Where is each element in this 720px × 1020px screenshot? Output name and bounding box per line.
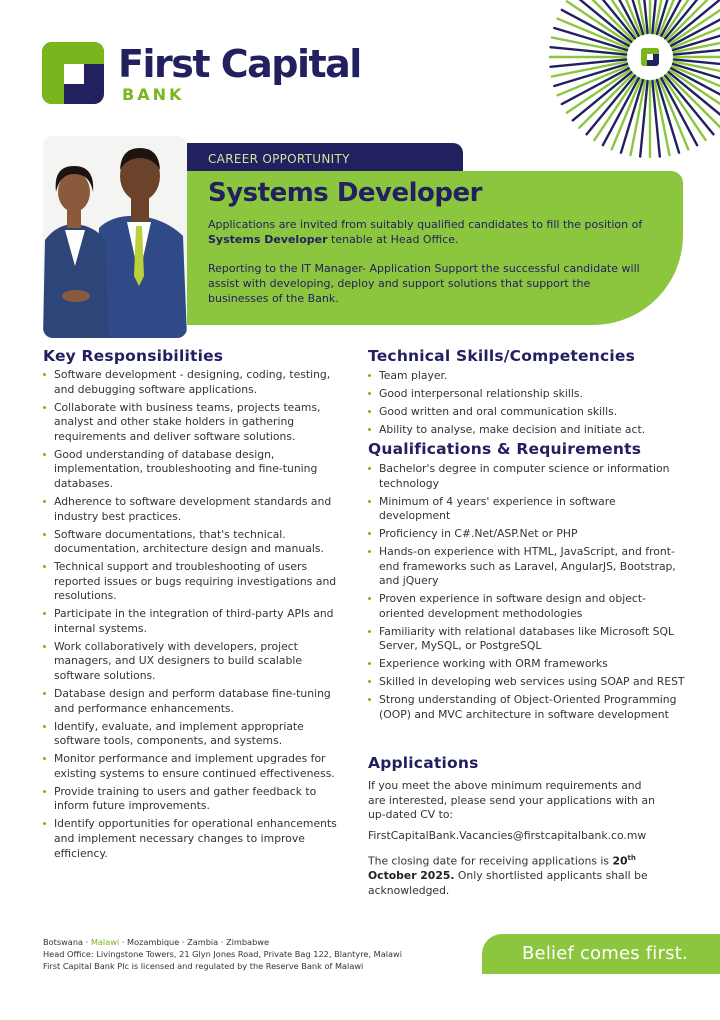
bank-logo [42,42,361,104]
responsibility-item: Software development - designing, coding, testing, and debugging software applications. [43,368,343,397]
responsibility-item: Adherence to software development standards and industry best practices. [43,495,343,524]
footer-info [43,937,402,972]
slogan: Belief comes first. [522,943,688,964]
job-title: Systems Developer [208,178,482,208]
country-name: Malawi [90,937,120,947]
sunburst-logo-icon [641,48,659,66]
reporting-paragraph: Reporting to the IT Manager- Application Support the successful candidate will assist with developing, deploy and support solutions that support the businesses of the Bank. [208,262,640,305]
application-email[interactable]: FirstCapitalBank.Vacancies@firstcapitalbank.co.mw [368,829,647,842]
brand-name: First Capital [118,42,361,86]
responsibility-item: Identify opportunities for operational enhancements and implement necessary changes to improve efficiency. [43,817,343,861]
qualification-item: Proficiency in C#.Net/ASP.Net or PHP [368,527,686,542]
responsibility-item: Database design and perform database fine-tuning and performance enhancements. [43,687,343,716]
qualification-item: Proven experience in software design and object-oriented development methodologies [368,592,686,621]
candidates-photo [43,136,187,338]
skill-item: Good interpersonal relationship skills. [368,387,688,402]
footer-address: Head Office: Livingstone Towers, 21 Glyn Jones Road, Private Bag 122, Blantyre, Malawi [43,948,402,959]
qualification-item: Familiarity with relational databases like Microsoft SQL Server, MySQL, or PostgreSQL [368,625,686,654]
qualification-item: Bachelor's degree in computer science or information technology [368,462,686,491]
skills-list [368,369,688,441]
country-name: Zimbabwe [226,937,270,947]
skill-item: Ability to analyse, make decision and initiate act. [368,423,688,438]
sunburst-decoration [545,0,720,162]
closing-date-paragraph: The closing date for receiving applications is 20th October 2025. Only shortlisted applicants shall be acknowledged. [368,854,648,897]
logo-mark-icon [42,42,104,104]
responsibility-item: Collaborate with business teams, projects teams, analyst and other stake holders in gathering requirements and deliver software solutions. [43,401,343,445]
qualification-item: Minimum of 4 years' experience in software development [368,495,686,524]
intro-paragraph: Applications are invited from suitably qualified candidates to fill the position of Systems Developer tenable at Head Office. [208,218,643,246]
responsibility-item: Participate in the integration of third-party APIs and internal systems. [43,607,343,636]
qualification-item: Experience working with ORM frameworks [368,657,686,672]
responsibility-item: Monitor performance and implement upgrades for existing systems to ensure continued effectiveness. [43,752,343,781]
skill-item: Good written and oral communication skills. [368,405,688,420]
country-name: Botswana [43,937,84,947]
responsibility-item: Provide training to users and gather feedback to inform future improvements. [43,785,343,814]
country-name: Zambia [187,937,219,947]
applications-heading: Applications [368,754,479,772]
footer-countries: Botswana · Malawi · Mozambique · Zambia · Zimbabwe [43,937,270,947]
qualifications-heading: Qualifications & Requirements [368,440,642,458]
qualification-item: Hands-on experience with HTML, JavaScript, and front-end frameworks such as Laravel, AngularJS, Bootstrap, and jQuery [368,545,686,589]
responsibility-item: Software documentations, that's technical. documentation, architecture design and manuals. [43,528,343,557]
qualifications-list [368,462,686,726]
application-instructions: If you meet the above minimum requirements and are interested, please send your applications with an up-dated CV to: [368,779,656,822]
responsibility-item: Work collaboratively with developers, project managers, and UX designers to build scalable software solutions. [43,640,343,684]
qualification-item: Strong understanding of Object-Oriented Programming (OOP) and MVC architecture in software development [368,693,686,722]
career-opportunity-tab [187,143,463,173]
slogan-banner [482,934,720,974]
brand-sub: BANK [122,85,185,104]
responsibility-item: Identify, evaluate, and implement appropriate software tools, components, and systems. [43,720,343,749]
qualification-item: Skilled in developing web services using SOAP and REST [368,675,686,690]
skills-heading: Technical Skills/Competencies [368,347,636,365]
footer-license: First Capital Bank Plc is licensed and regulated by the Reserve Bank of Malawi [43,960,364,971]
skill-item: Team player. [368,369,688,384]
responsibility-item: Technical support and troubleshooting of users reported issues or bugs requiring investigations and resolutions. [43,560,343,604]
responsibilities-list [43,368,343,864]
responsibility-item: Good understanding of database design, implementation, troubleshooting and fine-tuning databases. [43,448,343,492]
country-name: Mozambique [127,937,180,947]
career-tag: CAREER OPPORTUNITY [208,152,350,166]
responsibilities-heading: Key Responsibilities [43,347,224,365]
